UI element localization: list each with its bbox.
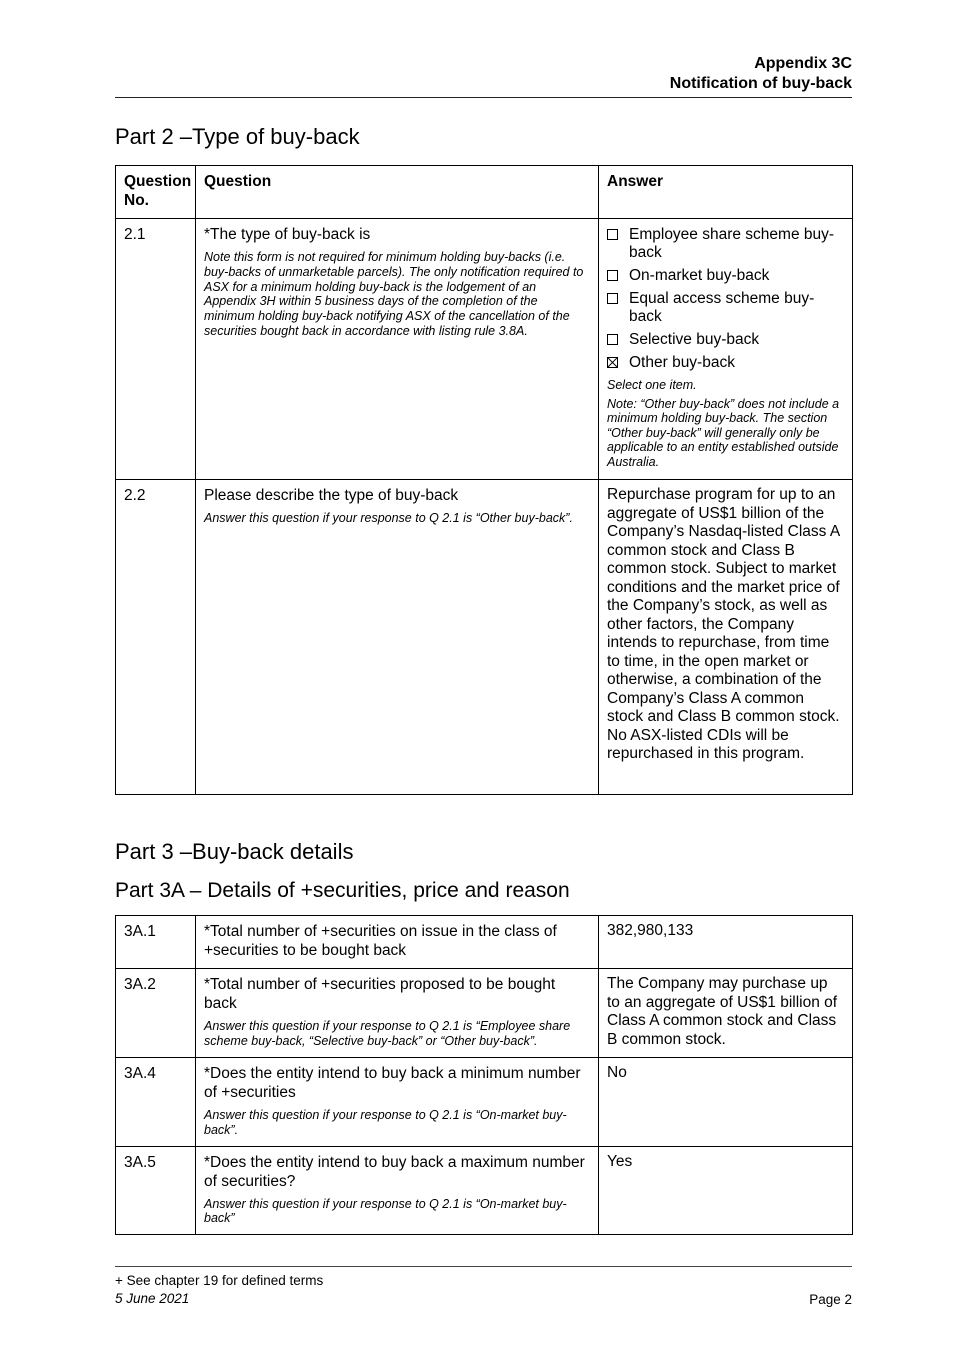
checkbox-option-employee-share-scheme[interactable] [607, 226, 844, 262]
footer-rule [115, 1266, 852, 1267]
answer-text: The Company may purchase up to an aggregate of US$1 billion of Class A common stock and Class B common stock. [607, 975, 838, 1048]
question-title: *Does the entity intend to buy back a maximum number of securities? [204, 1153, 585, 1190]
checkbox-option-on-market[interactable] [607, 267, 844, 285]
part3a-heading: Part 3A – Details of +securities, price and reason [115, 879, 570, 902]
part2-table-header-row [116, 166, 853, 219]
question-note: Note this form is not required for minimum holding buy-backs (i.e. buy-backs of unmarketable parcels). The only notification required to ASX for a minimum holding buy-back is the lodgement of an Appendix 3H within 5 business days of the completion of the minimum holding buy-back notifying ASX of the cancellation of the securities bought back in accordance with listing rule 3.8A. [204, 250, 584, 338]
page-number: Page 2 [809, 1292, 852, 1307]
col-header-question-no: Question No. [116, 166, 196, 219]
answer-text: Repurchase program for up to an aggregate of US$1 billion of the Company’s Nasdaq-listed Class A common stock and Class B common stock. Subject to market conditions and the market price of the Company’s stock, as well as other factors, the Company intends to repurchase, from time to time, in the open market or otherwise, a combination of the Company’s Class A common stock and Class B common stock. No ASX-listed CDIs will be repurchased in this program. [607, 486, 840, 762]
checkbox-option-label: Equal access scheme buy-back [629, 290, 815, 325]
question-number: 2.1 [116, 219, 196, 480]
answer-cell [599, 219, 853, 480]
question-number: 3A.4 [116, 1058, 196, 1147]
question-number: 3A.2 [116, 969, 196, 1058]
checkbox-option-equal-access[interactable] [607, 290, 844, 326]
question-cell [196, 219, 599, 480]
question-note: Answer this question if your response to Q 2.1 is “On-market buy-back”. [204, 1108, 567, 1137]
checkbox-option-selective[interactable] [607, 331, 844, 349]
question-number: 3A.5 [116, 1146, 196, 1235]
question-title: *Total number of +securities proposed to be bought back [204, 976, 556, 1012]
checkbox-option-label: Selective buy-back [629, 331, 760, 348]
question-number: 3A.1 [116, 916, 196, 969]
checkbox-icon[interactable] [607, 229, 618, 240]
answer-text: 382,980,133 [607, 922, 694, 939]
answer-cell [599, 1146, 853, 1235]
question-number: 2.2 [116, 480, 196, 795]
checkbox-icon[interactable] [607, 293, 618, 304]
question-title: *Does the entity intend to buy back a minimum number of +securities [204, 1065, 581, 1101]
question-cell [196, 480, 599, 795]
answer-cell [599, 969, 853, 1058]
question-cell [196, 969, 599, 1058]
question-note: Answer this question if your response to Q 2.1 is “Employee share scheme buy-back, “Selective buy-back” or “Other buy-back”. [204, 1019, 571, 1048]
page-content [115, 0, 852, 1235]
row-3a-2 [116, 969, 853, 1058]
answer-text: No [607, 1064, 627, 1081]
checkbox-icon[interactable] [607, 270, 618, 281]
defined-terms-note: + See chapter 19 for defined terms [115, 1273, 324, 1288]
col-header-answer: Answer [599, 166, 853, 219]
other-buy-back-note: Note: “Other buy-back” does not include a minimum holding buy-back. The section “Other buy-back” will generally only be applicable to an entity established outside Australia. [607, 396, 840, 469]
checkbox-option-label: Other buy-back [629, 354, 735, 371]
page-header [115, 54, 852, 94]
row-2-2 [116, 480, 853, 795]
part2-table [115, 165, 853, 795]
part2-heading: Part 2 –Type of buy-back [115, 124, 360, 149]
part3-heading: Part 3 –Buy-back details [115, 839, 354, 864]
checkbox-icon[interactable] [607, 334, 618, 345]
question-cell [196, 916, 599, 969]
header-title-line2: Notification of buy-back [669, 75, 852, 92]
header-title-line1: Appendix 3C [754, 55, 852, 72]
footer-date: 5 June 2021 [115, 1290, 190, 1306]
select-one-item-note: Select one item. [607, 378, 697, 392]
page-footer [115, 1266, 852, 1307]
row-2-1 [116, 219, 853, 480]
question-cell [196, 1058, 599, 1147]
row-3a-4 [116, 1058, 853, 1147]
question-note: Answer this question if your response to Q 2.1 is “Other buy-back”. [204, 511, 573, 525]
answer-text: Yes [607, 1152, 633, 1170]
question-title: *The type of buy-back is [204, 226, 371, 243]
checkbox-icon[interactable] [607, 357, 618, 368]
checkbox-option-label: On-market buy-back [629, 267, 770, 284]
part3a-table [115, 915, 853, 1235]
row-3a-5 [116, 1146, 853, 1235]
answer-cell [599, 916, 853, 969]
question-title: *Total number of +securities on issue in the class of +securities to be bought back [204, 923, 557, 959]
checkbox-option-other[interactable] [607, 354, 844, 372]
question-note: Answer this question if your response to Q 2.1 is “On-market buy-back” [204, 1196, 567, 1226]
question-title: Please describe the type of buy-back [204, 487, 459, 504]
answer-cell [599, 1058, 853, 1147]
checkbox-option-label: Employee share scheme buy-back [629, 226, 835, 261]
answer-cell [599, 480, 853, 795]
row-3a-1 [116, 916, 853, 969]
col-header-question: Question [196, 166, 599, 219]
header-rule [115, 97, 852, 98]
question-cell [196, 1146, 599, 1235]
